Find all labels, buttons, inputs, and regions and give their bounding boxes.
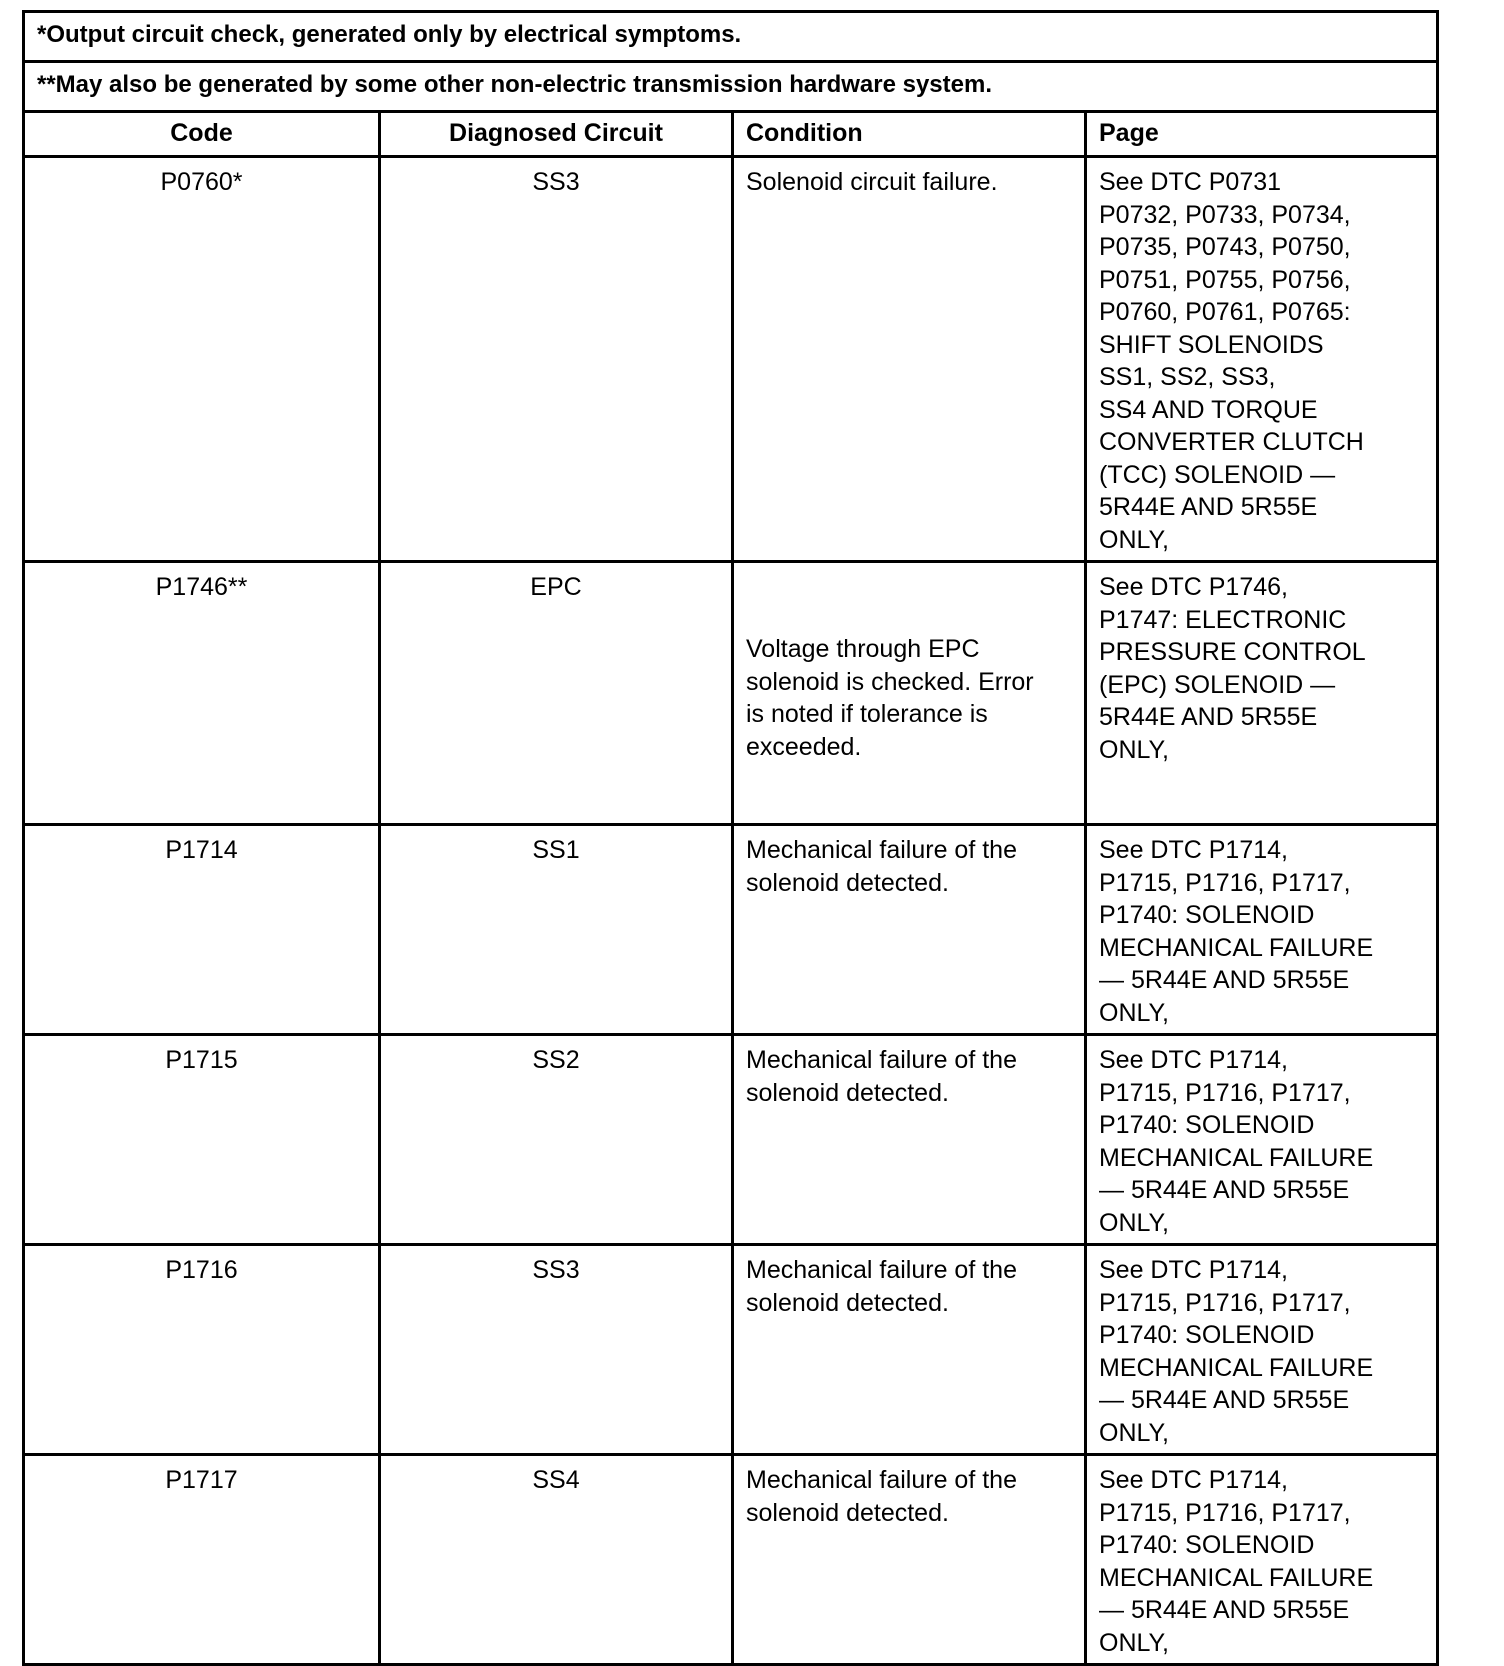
table-row: [24, 825, 1438, 1035]
cell-circuit: SS2: [380, 1035, 733, 1245]
header-page: Page: [1086, 112, 1438, 157]
cell-page: See DTC P1714, P1715, P1716, P1717, P1740: SOLENOID MECHANICAL FAILURE — 5R44E AND 5R55E ONLY,: [1086, 1035, 1438, 1245]
footnote-double-asterisk: **May also be generated by some other non-electric transmission hardware system.: [24, 62, 1438, 112]
header-diagnosed-circuit: Diagnosed Circuit: [380, 112, 733, 157]
cell-condition: Solenoid circuit failure.: [733, 157, 1086, 562]
table-row: [24, 1455, 1438, 1665]
table-row: [24, 562, 1438, 825]
cell-circuit: SS3: [380, 157, 733, 562]
cell-code: P0760*: [24, 157, 380, 562]
footnote-row: [24, 62, 1438, 112]
header-code: Code: [24, 112, 380, 157]
cell-code: P1714: [24, 825, 380, 1035]
cell-condition: Voltage through EPC solenoid is checked. Error is noted if tolerance is exceeded.: [733, 562, 1086, 825]
cell-condition: Mechanical failure of the solenoid detected.: [733, 1035, 1086, 1245]
dtc-table: [22, 10, 1439, 1666]
cell-circuit: EPC: [380, 562, 733, 825]
cell-page: See DTC P1714, P1715, P1716, P1717, P1740: SOLENOID MECHANICAL FAILURE — 5R44E AND 5R55E ONLY,: [1086, 1455, 1438, 1665]
table-row: [24, 157, 1438, 562]
cell-code: P1715: [24, 1035, 380, 1245]
footnote-single-asterisk: *Output circuit check, generated only by electrical symptoms.: [24, 12, 1438, 62]
table-row: [24, 1035, 1438, 1245]
header-row: [24, 112, 1438, 157]
cell-condition: Mechanical failure of the solenoid detected.: [733, 1245, 1086, 1455]
cell-condition: Mechanical failure of the solenoid detected.: [733, 1455, 1086, 1665]
cell-page: See DTC P1714, P1715, P1716, P1717, P1740: SOLENOID MECHANICAL FAILURE — 5R44E AND 5R55E ONLY,: [1086, 825, 1438, 1035]
cell-page: See DTC P0731 P0732, P0733, P0734, P0735, P0743, P0750, P0751, P0755, P0756, P0760, P0761, P0765: SHIFT SOLENOIDS SS1, SS2, SS3, SS4 AND TORQUE CONVERTER CLUTCH (TCC) SOLENOID — 5R44E AND 5R55E ONLY,: [1086, 157, 1438, 562]
cell-page: See DTC P1746, P1747: ELECTRONIC PRESSURE CONTROL (EPC) SOLENOID — 5R44E AND 5R55E ONLY,: [1086, 562, 1438, 825]
table-row: [24, 1245, 1438, 1455]
cell-circuit: SS1: [380, 825, 733, 1035]
header-condition: Condition: [733, 112, 1086, 157]
cell-condition: Mechanical failure of the solenoid detected.: [733, 825, 1086, 1035]
cell-circuit: SS4: [380, 1455, 733, 1665]
cell-page: See DTC P1714, P1715, P1716, P1717, P1740: SOLENOID MECHANICAL FAILURE — 5R44E AND 5R55E ONLY,: [1086, 1245, 1438, 1455]
cell-code: P1746**: [24, 562, 380, 825]
cell-code: P1716: [24, 1245, 380, 1455]
cell-code: P1717: [24, 1455, 380, 1665]
footnote-row: [24, 12, 1438, 62]
cell-circuit: SS3: [380, 1245, 733, 1455]
